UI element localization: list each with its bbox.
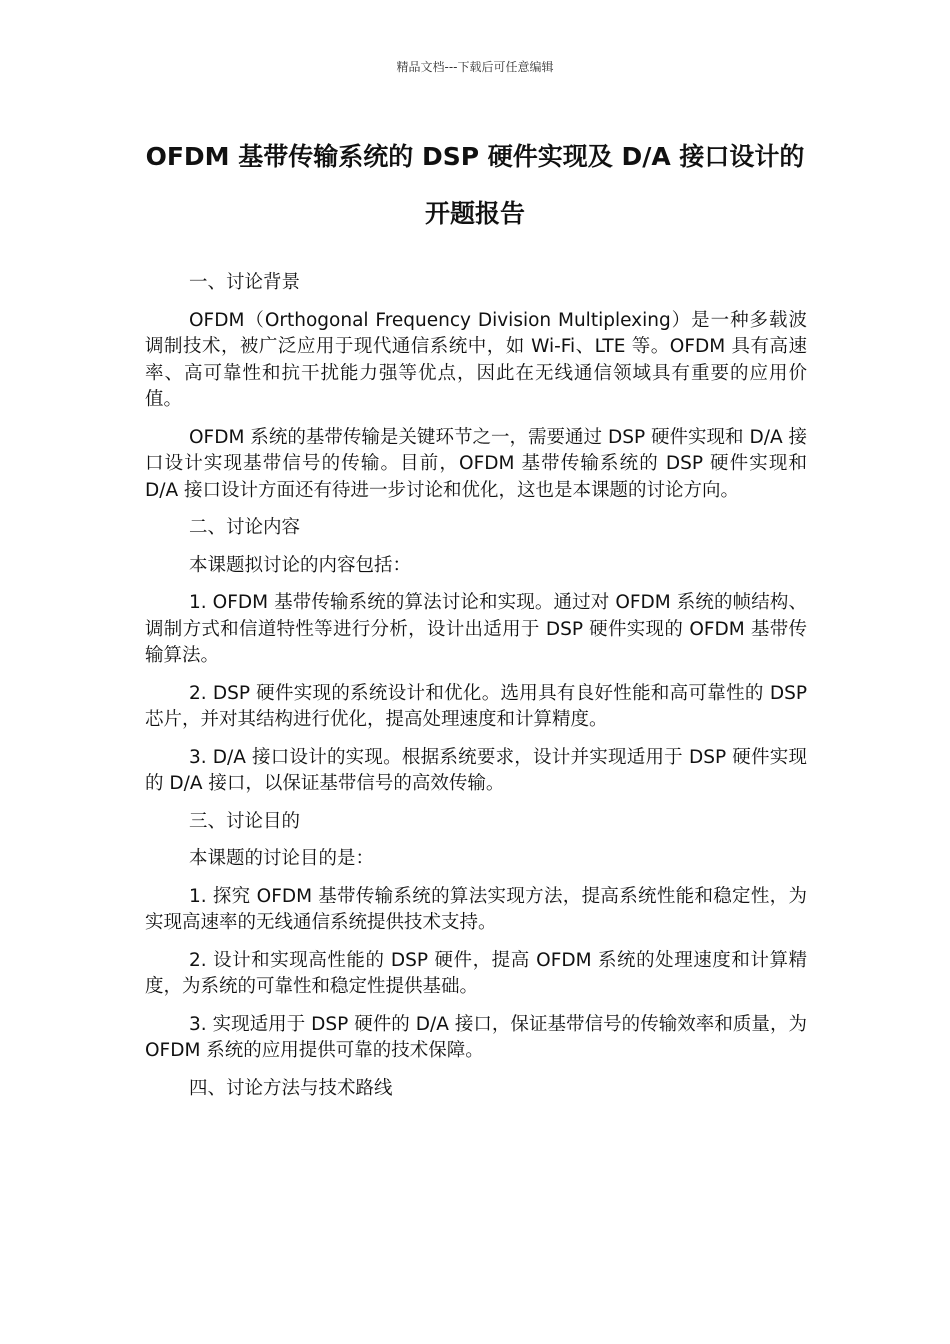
section-heading: 一、讨论背景 bbox=[189, 272, 301, 293]
section-heading: 四、讨论方法与技术路线 bbox=[189, 1077, 393, 1099]
paragraph: OFDM（Orthogonal Frequency Division Multiplexing）是一种多载波调制技术，被广泛应用于现代通信系统中，如 Wi-Fi、LTE 等。OFDM 具有高速率、高可靠性和抗干扰能力强等优点，因此在无线通信领域具有重要的应用价值。 bbox=[145, 309, 807, 410]
document-body bbox=[145, 270, 807, 1113]
paragraph: 本课题的讨论目的是： bbox=[189, 848, 375, 869]
section-heading: 二、讨论内容 bbox=[189, 517, 301, 538]
list-item: 2. DSP 硬件实现的系统设计和优化。选用具有良好性能和高可靠性的 DSP 芯片，并对其结构进行优化，提高处理速度和计算精度。 bbox=[145, 682, 807, 730]
list-item: 1. 探究 OFDM 基带传输系统的算法实现方法，提高系统性能和稳定性，为实现高速率的无线通信系统提供技术支持。 bbox=[145, 885, 807, 933]
list-item: 3. 实现适用于 DSP 硬件的 D/A 接口，保证基带信号的传输效率和质量，为 OFDM 系统的应用提供可靠的技术保障。 bbox=[145, 1013, 807, 1061]
list-item: 3. D/A 接口设计的实现。根据系统要求，设计并实现适用于 DSP 硬件实现的 D/A 接口，以保证基带信号的高效传输。 bbox=[145, 746, 807, 794]
section-content bbox=[145, 515, 807, 798]
section-method bbox=[145, 1076, 807, 1103]
list-item: 2. 设计和实现高性能的 DSP 硬件，提高 OFDM 系统的处理速度和计算精度，为系统的可靠性和稳定性提供基础。 bbox=[145, 949, 807, 997]
section-purpose bbox=[145, 809, 807, 1065]
header-note: 精品文档---下载后可任意编辑 bbox=[396, 60, 554, 74]
paragraph: OFDM 系统的基带传输是关键环节之一，需要通过 DSP 硬件实现和 D/A 接口设计实现基带信号的传输。目前，OFDM 基带传输系统的 DSP 硬件实现和 D/A 接口设计方面还有待进一步讨论和优化，这也是本课题的讨论方向。 bbox=[145, 426, 807, 501]
section-heading: 三、讨论目的 bbox=[189, 810, 301, 832]
document-title: OFDM 基带传输系统的 DSP 硬件实现及 D/A 接口设计的开题报告 bbox=[145, 142, 805, 228]
paragraph: 本课题拟讨论的内容包括： bbox=[189, 554, 412, 576]
section-background bbox=[145, 270, 807, 504]
list-item: 1. OFDM 基带传输系统的算法讨论和实现。通过对 OFDM 系统的帧结构、调制方式和信道特性等进行分析，设计出适用于 DSP 硬件实现的 OFDM 基带传输算法。 bbox=[145, 592, 807, 666]
